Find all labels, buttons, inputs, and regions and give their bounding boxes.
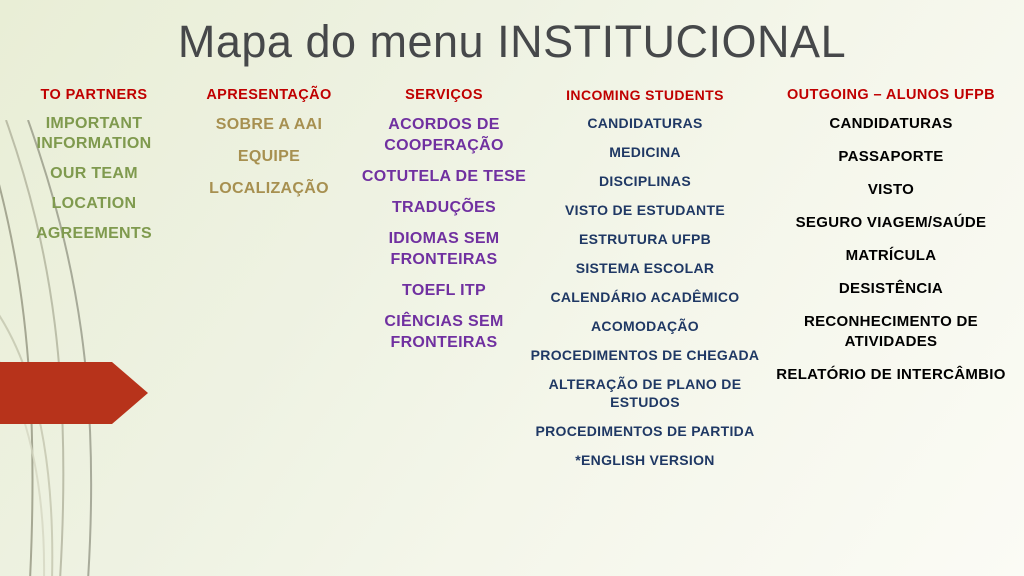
menu-item-english-version[interactable]: *ENGLISH VERSION bbox=[575, 452, 715, 468]
menu-item[interactable]: CANDIDATURAS bbox=[829, 115, 953, 132]
menu-item[interactable]: COTUTELA DE TESE bbox=[361, 168, 527, 185]
menu-item[interactable]: ESTRUTURA UFPB bbox=[578, 231, 711, 247]
menu-item[interactable]: CIÊNCIAS SEM FRONTEIRAS bbox=[384, 313, 504, 351]
column-servicos bbox=[360, 86, 528, 363]
menu-item[interactable]: LOCALIZAÇÃO bbox=[209, 180, 329, 197]
menu-item[interactable]: PROCEDIMENTOS DE PARTIDA bbox=[535, 423, 755, 439]
column-heading-to-partners: TO PARTNERS bbox=[40, 87, 148, 103]
column-outgoing-alunos-ufpb bbox=[762, 86, 1020, 398]
menu-item[interactable]: VISTO DE ESTUDANTE bbox=[565, 202, 725, 218]
menu-item[interactable]: EQUIPE bbox=[237, 148, 301, 165]
menu-item[interactable]: VISTO bbox=[867, 181, 915, 198]
column-apresentacao bbox=[180, 86, 358, 210]
page-title: Mapa do menu INSTITUCIONAL bbox=[177, 16, 847, 67]
column-heading-outgoing: OUTGOING – ALUNOS UFPB bbox=[786, 87, 996, 103]
menu-item[interactable]: TRADUÇÕES bbox=[391, 199, 497, 216]
menu-item[interactable]: ACORDOS DE COOPERAÇÃO bbox=[384, 116, 504, 154]
menu-item[interactable]: SOBRE A AAI bbox=[215, 116, 323, 133]
menu-item[interactable]: CALENDÁRIO ACADÊMICO bbox=[550, 289, 740, 305]
menu-item[interactable]: IMPORTANT INFORMATION bbox=[36, 115, 152, 152]
menu-item[interactable]: DESISTÊNCIA bbox=[838, 280, 944, 297]
menu-item[interactable]: OUR TEAM bbox=[50, 165, 138, 182]
menu-item[interactable]: RECONHECIMENTO DE ATIVIDADES bbox=[803, 313, 978, 350]
menu-item[interactable]: AGREEMENTS bbox=[36, 225, 152, 242]
menu-item[interactable]: SEGURO VIAGEM/SAÚDE bbox=[795, 214, 987, 231]
menu-item[interactable]: SISTEMA ESCOLAR bbox=[575, 260, 715, 276]
menu-item[interactable]: TOEFL ITP bbox=[402, 282, 486, 299]
menu-item[interactable]: RELATÓRIO DE INTERCÂMBIO bbox=[776, 366, 1006, 383]
column-to-partners bbox=[10, 86, 178, 254]
menu-item[interactable]: LOCATION bbox=[51, 195, 137, 212]
menu-item[interactable]: ACOMODAÇÃO bbox=[591, 318, 699, 334]
column-heading-apresentacao: APRESENTAÇÃO bbox=[206, 87, 332, 103]
menu-item[interactable]: CANDIDATURAS bbox=[587, 115, 703, 131]
column-incoming-students bbox=[520, 86, 770, 480]
menu-item[interactable]: MATRÍCULA bbox=[845, 247, 937, 264]
column-heading-incoming-students: INCOMING STUDENTS bbox=[566, 87, 724, 103]
menu-item[interactable]: ALTERAÇÃO DE PLANO DE ESTUDOS bbox=[548, 376, 742, 410]
menu-item[interactable]: PASSAPORTE bbox=[838, 148, 944, 165]
menu-item[interactable]: DISCIPLINAS bbox=[599, 173, 691, 189]
menu-item[interactable]: PROCEDIMENTOS DE CHEGADA bbox=[530, 347, 760, 363]
column-heading-servicos: SERVIÇOS bbox=[405, 87, 483, 103]
menu-item[interactable]: MEDICINA bbox=[609, 144, 681, 160]
menu-item[interactable]: IDIOMAS SEM FRONTEIRAS bbox=[388, 230, 500, 268]
menu-map-columns bbox=[0, 86, 1024, 566]
